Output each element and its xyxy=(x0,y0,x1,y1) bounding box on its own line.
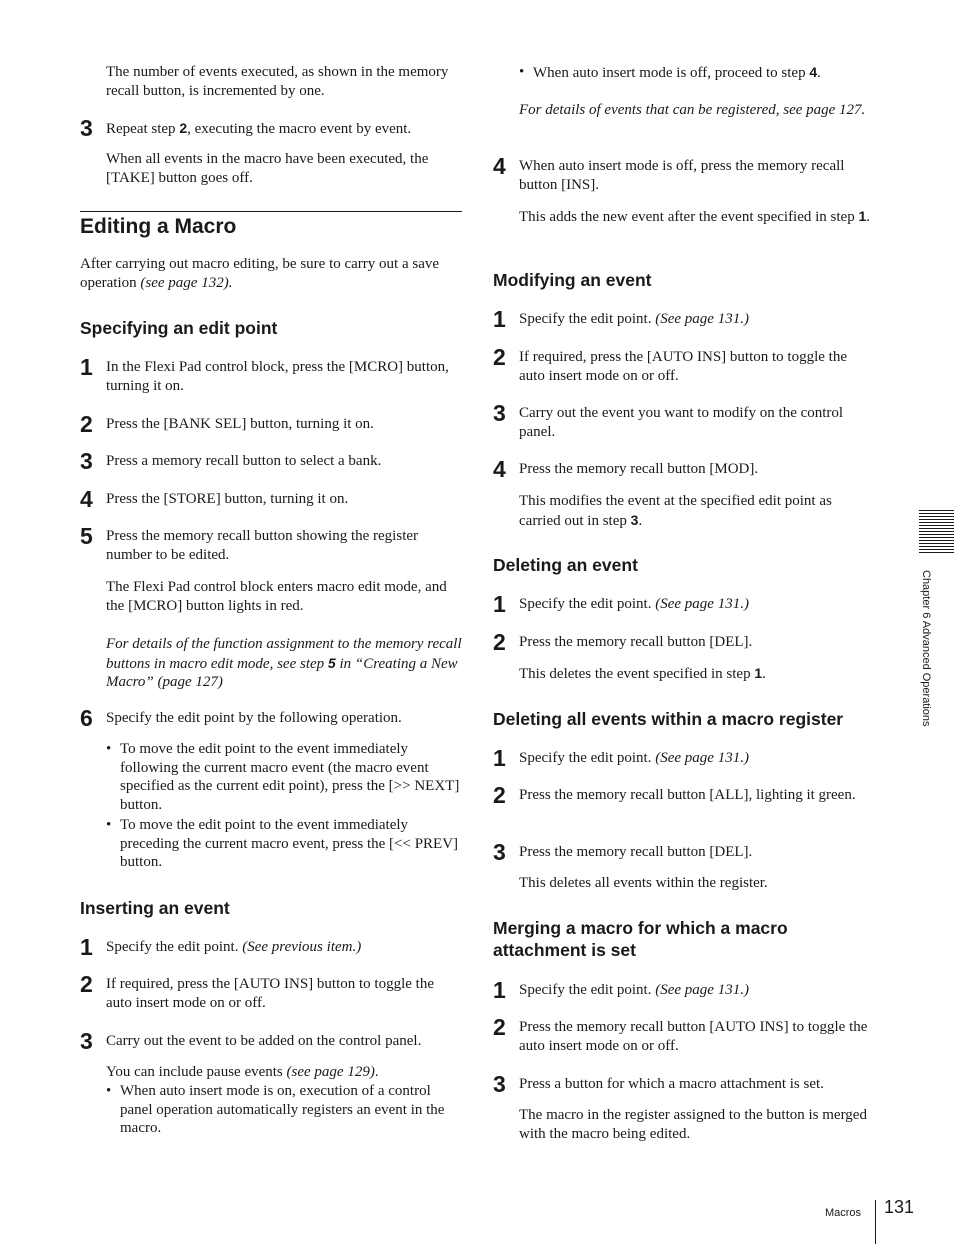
heading-deleting: Deleting an event xyxy=(493,555,638,575)
list-item: • When auto insert mode is on, execution of a control panel operation automatically registers an event in the macro. xyxy=(106,1082,462,1138)
deleting-all-note: This deletes all events within the register. xyxy=(519,875,768,891)
modifying-note: This modifies the event at the specified edit point as carried out in step 3. xyxy=(519,493,832,529)
heading-inserting: Inserting an event xyxy=(80,898,230,918)
footer-section-label: Macros xyxy=(824,1207,861,1219)
step-5-note: The Flexi Pad control block enters macro edit mode, and the [MCRO] button lights in red. xyxy=(106,579,447,614)
heading-modifying: Modifying an event xyxy=(493,270,652,290)
step-3-note: When all events in the macro have been executed, the [TAKE] button goes off. xyxy=(106,151,429,186)
section-rule xyxy=(80,211,462,212)
section-title: Editing a Macro xyxy=(80,215,237,238)
deleting-note: This deletes the event specified in step 1. xyxy=(519,665,766,682)
heading-merging: Merging a macro for which a macro attachment is set xyxy=(493,918,788,960)
step-5-reference: For details of the function assignment to the memory recall buttons in macro edit mode, see step 5 in “Creating a New Macro” (page 127) xyxy=(106,636,462,690)
heading-deleting-all: Deleting all events within a macro register xyxy=(493,709,844,729)
section-intro: After carrying out macro editing, be sure to carry out a save operation (see page 132). xyxy=(80,256,440,291)
footer-divider xyxy=(875,1200,876,1244)
pause-events-note: You can include pause events (see page 129). xyxy=(106,1064,379,1080)
list-item: • To move the edit point to the event immediately preceding the current macro event, press the [<< PREV] button. xyxy=(106,816,462,872)
step-number: 3 xyxy=(80,115,93,141)
list-item: • To move the edit point to the event immediately following the current macro event (the macro event specified as the current edit point), press the [>> NEXT] button. xyxy=(106,740,462,814)
chapter-tab-stripes xyxy=(919,510,954,555)
intro-paragraph: The number of events executed, as shown in the memory recall button, is incremented by one. xyxy=(106,64,449,99)
step-4-note: This adds the new event after the event specified in step 1. xyxy=(519,208,871,225)
chapter-side-label: Chapter 6 Advanced Operations xyxy=(920,570,932,727)
list-item: • When auto insert mode is off, proceed to step 4. xyxy=(519,63,875,83)
details-reference: For details of events that can be registered, see page 127. xyxy=(519,102,866,118)
heading-specifying: Specifying an edit point xyxy=(80,318,278,338)
page-number: 131 xyxy=(884,1197,915,1217)
merging-note: The macro in the register assigned to the button is merged with the macro being edited. xyxy=(519,1107,867,1142)
